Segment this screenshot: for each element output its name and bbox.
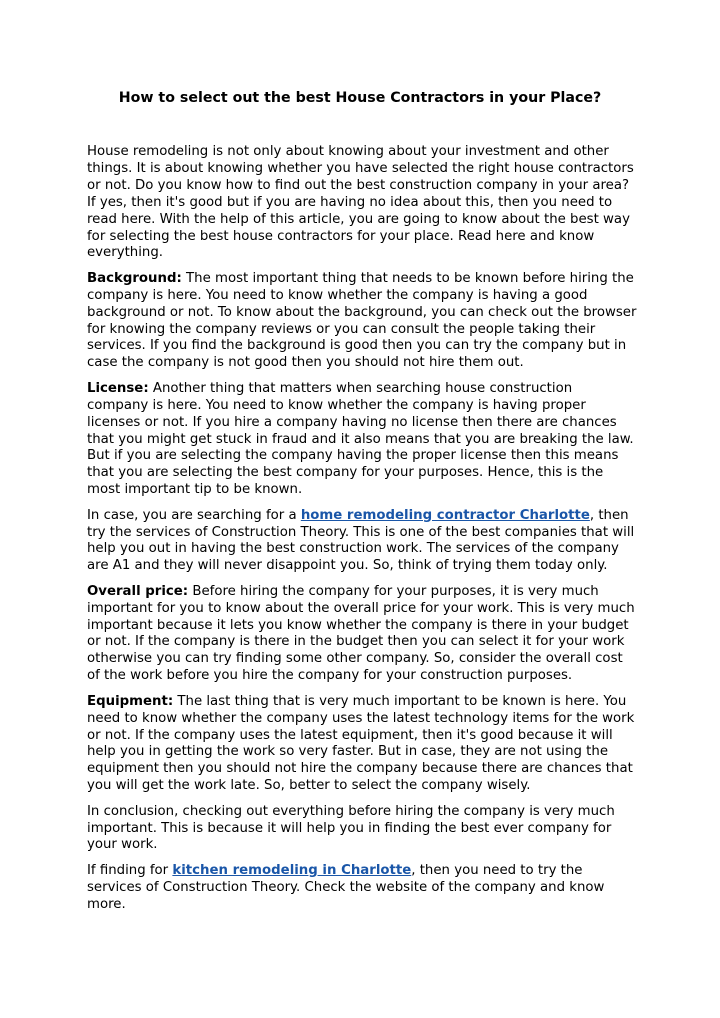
license-text: Another thing that matters when searching house construction company is here. You need to know whether the company is having proper licenses or not. If you hire a company having no license then there are chances that you might get stuck in fraud and it also means that you are breaking the law. But if you are selecting the company having the proper license then this means that you are selecting the best company for your purposes. Hence, this is the most important tip to be known. bbox=[87, 380, 634, 498]
background-text: The most important thing that needs to be known before hiring the company is here. You need to know whether the company is having a good background or not. To know about the background, you can check out the browser for knowing the company reviews or you can consult the people taking their services. If you find the background is good then you can try the company but in case the company is not good then you should not hire them out. bbox=[87, 270, 637, 371]
overall-price-text: Before hiring the company for your purposes, it is very much important for you to know about the overall price for your work. This is very much important because it lets you know whether the company is there in your budget or not. If the company is there in the budget then you can select it for your work otherwise you can try finding some other company. So, consider the overall cost of the work before you hire the company for your construction purposes. bbox=[87, 583, 635, 684]
promo-paragraph-2 bbox=[87, 863, 637, 914]
promo-1-after: , then try the services of Construction Theory. This is one of the best companies that will help you out in having the best construction work. The services of the company are A1 and they will never disappoint you. So, think of trying them today only. bbox=[87, 507, 635, 574]
overall-price-heading: Overall price: bbox=[87, 583, 189, 599]
home-remodeling-link[interactable]: home remodeling contractor Charlotte bbox=[300, 507, 590, 523]
license-heading: License: bbox=[87, 380, 149, 396]
promo-1-before: In case, you are searching for a bbox=[87, 507, 301, 523]
kitchen-remodeling-link[interactable]: kitchen remodeling in Charlotte bbox=[172, 862, 412, 878]
background-paragraph bbox=[87, 271, 637, 372]
promo-paragraph-1 bbox=[87, 508, 637, 576]
background-heading: Background: bbox=[87, 270, 182, 286]
equipment-paragraph bbox=[87, 694, 637, 795]
promo-2-after: , then you need to try the services of Construction Theory. Check the website of the company and know more. bbox=[87, 862, 605, 912]
license-paragraph bbox=[87, 381, 637, 499]
equipment-text: The last thing that is very much important to be known is here. You need to know whether the company uses the latest technology items for the work or not. If the company uses the latest equipment, then it's good because it will help you in getting the work so very faster. But in case, they are not using the equipment then you should not hire the company because there are chances that you will get the work late. So, better to select the company wisely. bbox=[87, 693, 635, 794]
conclusion-paragraph: In conclusion, checking out everything before hiring the company is very much important. This is because it will help you in finding the best ever company for your work. bbox=[87, 803, 615, 853]
overall-price-paragraph bbox=[87, 584, 637, 685]
page-title: How to select out the best House Contractors in your Place? bbox=[118, 90, 602, 106]
promo-2-before: If finding for bbox=[87, 862, 173, 878]
equipment-heading: Equipment: bbox=[87, 693, 174, 709]
intro-paragraph: House remodeling is not only about knowing about your investment and other things. It is about knowing whether you have selected the right house contractors or not. Do you know how to find out the best construction company in your area? If yes, then it's good but if you are having no idea about this, then you need to read here. With the help of this article, you are going to know about the best way for selecting the best house contractors for your place. Read here and know everything. bbox=[87, 144, 634, 261]
article-body bbox=[87, 144, 637, 922]
